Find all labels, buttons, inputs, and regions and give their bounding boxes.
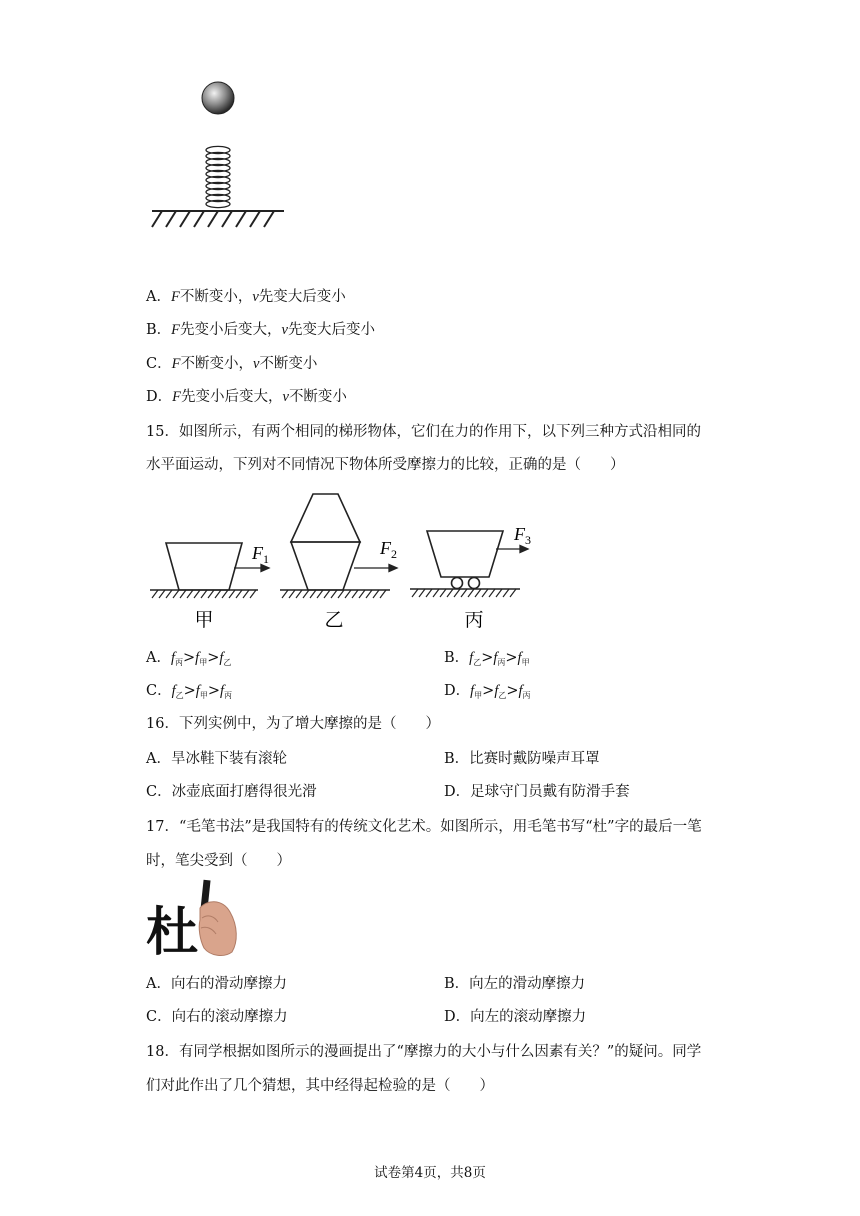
trapezoid-yi-bottom [291,542,360,590]
ground-hatch-mark [426,589,432,597]
ground-hatch-mark [419,589,425,597]
ground-hatch-mark [303,590,309,598]
ground-hatch-mark [194,590,200,598]
ground-hatch-mark [243,590,249,598]
ground-hatch-mark [496,589,502,597]
q15-option-b[interactable]: B．$f_乙>f_丙>f_甲$ [444,650,530,667]
ground-hatch-mark [433,589,439,597]
q18-stem-line2: 们对此作出了几个猜想，其中经得起检验的是（ ） [146,1078,494,1094]
ground-hatch-mark [503,589,509,597]
ground-hatch-mark [412,589,418,597]
caption-jia: 甲 [194,610,214,631]
ground-hatch-mark [331,590,337,598]
brush-calligraphy-figure [144,878,240,960]
ground-hatch-mark [366,590,372,598]
ground-hatch-mark [296,590,302,598]
q17-stem-line1: 17．“毛笔书法”是我国特有的传统文化艺术。如图所示，用毛笔书写“杜”字的最后一笔 [146,819,702,835]
ground-hatch-mark [440,589,446,597]
roller-left [452,578,463,589]
ground-hatch-mark [359,590,365,598]
ball-spring-figure [148,78,288,234]
ground-hatch-mark [208,590,214,598]
ground-hatch-mark [166,590,172,598]
ground-hatch-mark [159,590,165,598]
caption-bing: 丙 [464,610,484,631]
ground-hatch-mark [201,590,207,598]
q16-option-d[interactable]: D．足球守门员戴有防滑手套 [444,784,630,800]
q17-option-d[interactable]: D．向左的滚动摩擦力 [444,1009,587,1025]
ground-hatch-mark [250,590,256,598]
q17-option-a[interactable]: A．向右的滑动摩擦力 [146,976,287,992]
ground-hatch-mark [229,590,235,598]
ground-hatch-mark [482,589,488,597]
ground-hatch-mark [289,590,295,598]
ground-hatch-mark [173,590,179,598]
ground-hatch-mark [352,590,358,598]
ground-hatch-mark [222,590,228,598]
page-footer: 试卷第4页，共8页 [374,1165,486,1181]
ground-hatch-mark [338,590,344,598]
q15-option-a[interactable]: A．$f_丙>f_甲>f_乙$ [146,650,232,667]
ground-hatch-mark [454,589,460,597]
q17-stem-line2: 时，笔尖受到（ ） [146,853,291,869]
ground-hatch-mark [152,590,158,598]
ground-hatch-mark [310,590,316,598]
ground-hatch-mark [324,590,330,598]
ball [202,82,234,114]
ground-hatch-mark [475,589,481,597]
q16-option-b[interactable]: B．比赛时戴防噪声耳罩 [444,751,600,767]
q15-stem-line1: 15．如图所示，有两个相同的梯形物体，它们在力的作用下，以下列三种方式沿相同的 [146,424,701,440]
ground-hatch-mark [236,590,242,598]
q14-option-a[interactable]: A．F不断变小，v先变大后变小 [146,289,346,305]
roller-right [469,578,480,589]
q14-option-b[interactable]: B．F先变小后变大，v先变大后变小 [146,322,375,338]
ground-hatch-mark [447,589,453,597]
trapezoid-yi-top [291,494,360,542]
trapezoid-figure [148,488,531,632]
ground-hatch-mark [510,589,516,597]
ground-hatch-mark [373,590,379,598]
ground-hatch-mark [380,590,386,598]
trapezoid-jia [166,543,242,590]
calligraphy-character: 杜 [146,905,199,962]
force-label-f3: $F_3$ [514,524,531,547]
ground-hatch-mark [461,589,467,597]
force-label-f2: $F_2$ [380,538,397,561]
q15-stem-line2: 水平面运动，下列对不同情况下物体所受摩擦力的比较，正确的是（ ） [146,457,625,473]
q16-option-c[interactable]: C．冰壶底面打磨得很光滑 [146,784,317,800]
ground-hatch-mark [345,590,351,598]
q14-option-d[interactable]: D．F先变小后变大，v不断变小 [146,389,347,405]
q17-option-b[interactable]: B．向左的滑动摩擦力 [444,976,586,992]
q15-option-c[interactable]: C．$f_乙>f_甲>f_丙$ [146,683,233,700]
spring [206,146,230,207]
ground-hatch-mark [489,589,495,597]
ground [152,211,284,227]
q18-stem-line1: 18．有同学根据如图所示的漫画提出了“摩擦力的大小与什么因素有关？”的疑问。同学 [146,1044,702,1060]
caption-yi: 乙 [324,610,344,631]
ground-hatch-mark [187,590,193,598]
trapezoid-bing [427,531,503,577]
q15-option-d[interactable]: D．$f_甲>f_乙>f_丙$ [444,683,531,700]
ground-hatch-mark [468,589,474,597]
ground-hatch-mark [180,590,186,598]
hand [199,902,236,956]
ground-hatch-mark [282,590,288,598]
q14-option-c[interactable]: C．F不断变小，v不断变小 [146,356,318,372]
q17-option-c[interactable]: C．向右的滚动摩擦力 [146,1009,288,1025]
ground-hatch-mark [215,590,221,598]
ground-hatch-mark [317,590,323,598]
q16-stem: 16．下列实例中，为了增大摩擦的是（ ） [146,716,440,732]
force-label-f1: $F_1$ [252,543,269,566]
q16-option-a[interactable]: A．旱冰鞋下装有滚轮 [146,751,287,767]
